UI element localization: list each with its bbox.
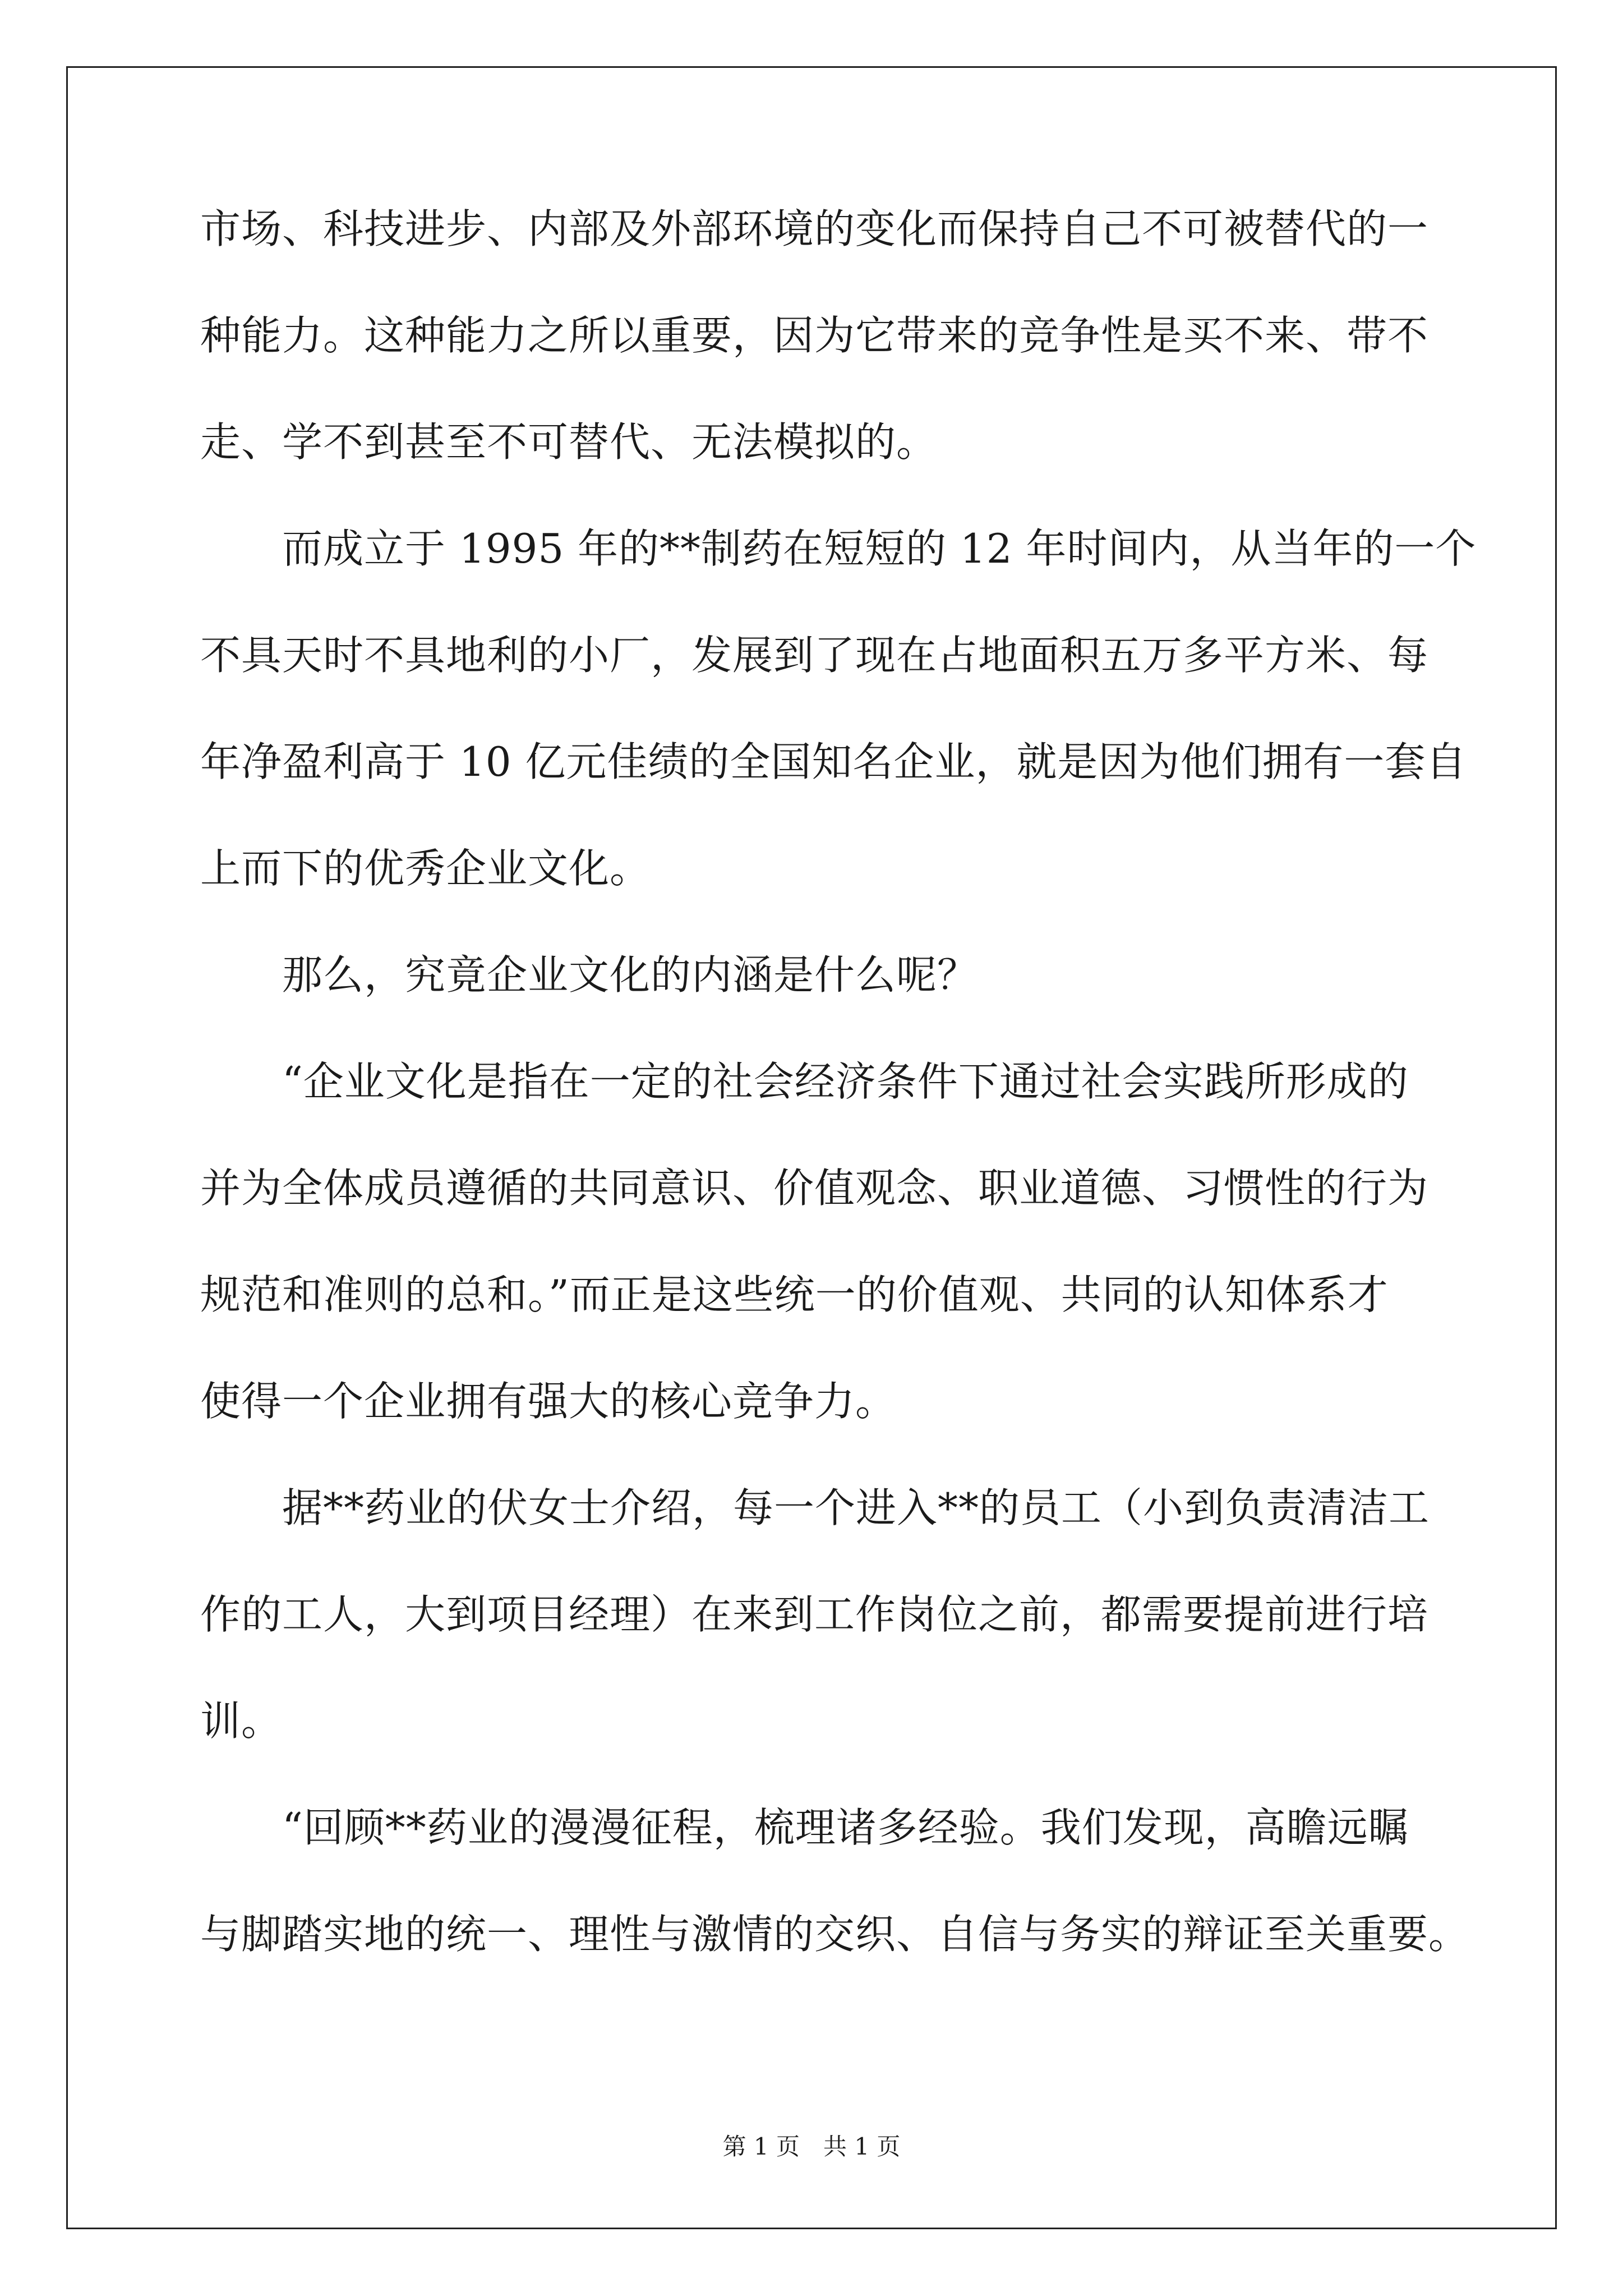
document-body xyxy=(200,201,1477,2013)
text-line: 据**药业的伏女士介绍，每一个进入**的员工（小到负责清洁工 xyxy=(200,1484,1430,1531)
text-line: “企业文化是指在一定的社会经济条件下通过社会实践所形成的 xyxy=(200,1058,1409,1105)
text-line: 市场、科技进步、内部及外部环境的变化而保持自己不可被替代的一 xyxy=(200,205,1429,252)
text-line: 并为全体成员遵循的共同意识、价值观念、职业道德、习惯性的行为 xyxy=(200,1165,1429,1212)
text-line: 走、学不到甚至不可替代、无法模拟的。 xyxy=(200,418,938,466)
text-line: 与脚踏实地的统一、理性与激情的交织、自信与务实的辩证至关重要。 xyxy=(200,1911,1470,1958)
text-line: 训。 xyxy=(200,1697,283,1745)
text-line: 而成立于 1995 年的**制药在短短的 12 年时间内，从当年的一个 xyxy=(200,525,1477,572)
text-line: 年净盈利高于 10 亿元佳绩的全国知名企业，就是因为他们拥有一套自 xyxy=(200,738,1467,785)
text-line: 上而下的优秀企业文化。 xyxy=(200,845,651,892)
text-line: 使得一个企业拥有强大的核心竞争力。 xyxy=(200,1378,897,1425)
page-footer: 第 1 页 共 1 页 xyxy=(722,2133,901,2160)
text-line: 作的工人，大到项目经理）在来到工作岗位之前，都需要提前进行培 xyxy=(200,1591,1429,1638)
text-line: 那么，究竟企业文化的内涵是什么呢？ xyxy=(200,951,979,999)
text-line: “回顾**药业的漫漫征程，梳理诸多经验。我们发现，高瞻远瞩 xyxy=(200,1804,1409,1851)
text-line: 规范和准则的总和。”而正是这些统一的价值观、共同的认知体系才 xyxy=(200,1271,1389,1318)
text-line: 不具天时不具地利的小厂，发展到了现在占地面积五万多平方米、每 xyxy=(200,632,1429,679)
text-line: 种能力。这种能力之所以重要，因为它带来的竞争性是买不来、带不 xyxy=(200,312,1429,359)
